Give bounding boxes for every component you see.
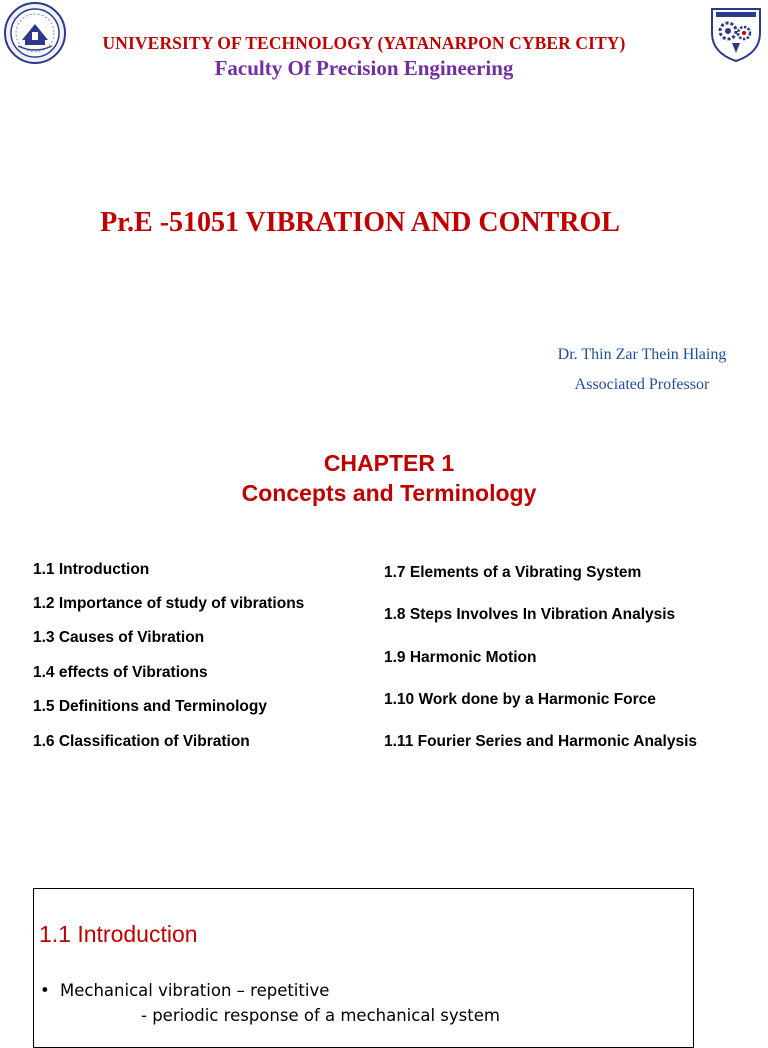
- toc-item: 1.1 Introduction: [33, 561, 150, 578]
- chapter-number: CHAPTER 1: [323, 450, 455, 476]
- toc-item: 1.11 Fourier Series and Harmonic Analysis: [384, 733, 698, 750]
- toc-item: 1.6 Classification of Vibration: [33, 733, 250, 750]
- bullet-icon: •: [40, 981, 50, 1000]
- toc-item: 1.10 Work done by a Harmonic Force: [384, 691, 656, 708]
- bullet-item: [40, 981, 329, 1000]
- author-position: Associated Professor: [574, 376, 710, 393]
- toc-item: 1.4 effects of Vibrations: [33, 664, 208, 681]
- toc-item: 1.2 Importance of study of vibrations: [33, 595, 305, 612]
- author-name: Dr. Thin Zar Thein Hlaing: [557, 346, 727, 363]
- toc-item: 1.7 Elements of a Vibrating System: [384, 564, 642, 581]
- toc-item: 1.5 Definitions and Terminology: [33, 698, 267, 715]
- sub-bullet-text: - periodic response of a mechanical system: [141, 1006, 500, 1025]
- chapter-heading: [0, 448, 768, 508]
- faculty-name: Faculty Of Precision Engineering: [214, 56, 514, 80]
- course-title: Pr.E -51051 VIBRATION AND CONTROL: [100, 207, 620, 238]
- slide-title: 1.1 Introduction: [39, 921, 198, 947]
- bullet-text: Mechanical vibration – repetitive: [60, 981, 330, 1000]
- chapter-title: Concepts and Terminology: [241, 480, 537, 506]
- toc-item: 1.8 Steps Involves In Vibration Analysis: [384, 606, 676, 623]
- toc-item: 1.3 Causes of Vibration: [33, 629, 205, 646]
- university-name: UNIVERSITY OF TECHNOLOGY (YATANARPON CYBER CITY): [102, 33, 626, 53]
- toc-item: 1.9 Harmonic Motion: [384, 649, 537, 666]
